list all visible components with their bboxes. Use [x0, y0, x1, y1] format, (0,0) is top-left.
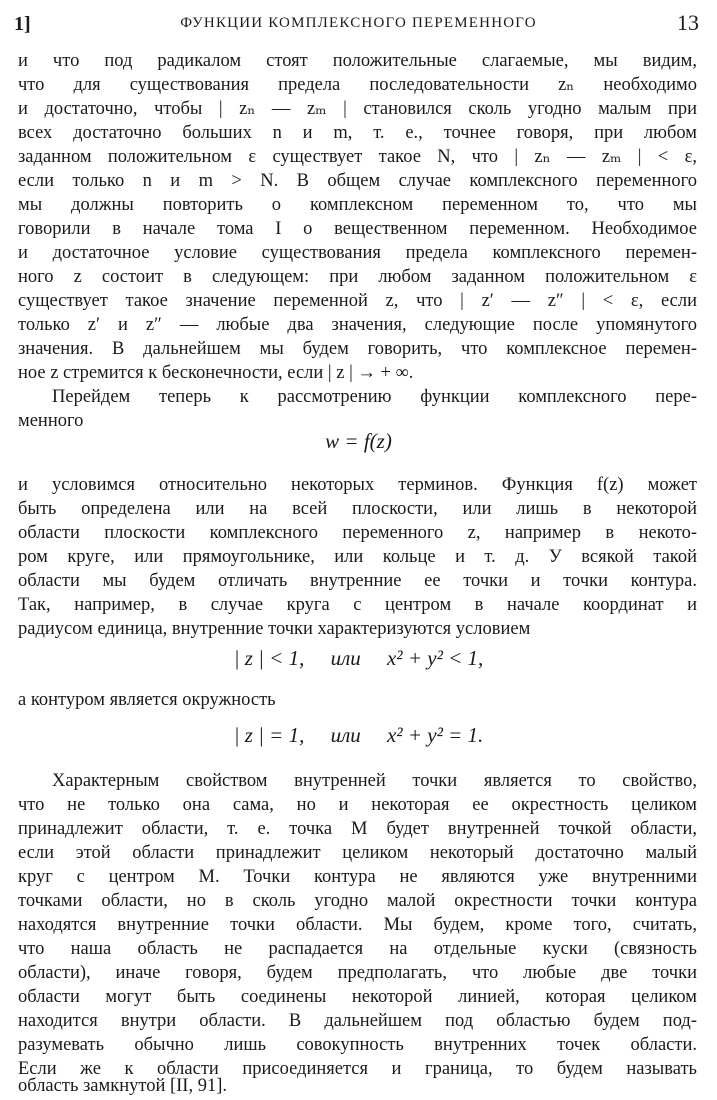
- text-line: всех достаточно больших n и m, т. е., точнее говоря, при любом: [18, 123, 697, 143]
- text-line: менного: [18, 411, 84, 431]
- text-line: Если же к области присоединяется и граница, то будем называть: [18, 1059, 697, 1079]
- text-line: что для существования предела последовательности zₙ необходимо: [18, 75, 697, 95]
- text-line: точками области, но в сколь угодно малой окрестности точки контура: [18, 891, 697, 911]
- text-line: область замкнутой [II, 91].: [18, 1076, 228, 1096]
- text-line: говорили в начале тома I о вещественном переменном. Необходимое: [18, 219, 697, 239]
- text-line: разумевать обычно лишь совокупность внутренних точек области.: [18, 1035, 697, 1055]
- text-line: области могут быть соединены некоторой линией, которая целиком: [18, 987, 697, 1007]
- section-number: 1]: [14, 13, 31, 35]
- text-line: находятся внутренние точки области. Мы будем, кроме того, считать,: [18, 915, 697, 935]
- text-line: Характерным свойством внутренней точки является то свойство,: [52, 771, 697, 791]
- formula-w-equals-f-z: w = f(z): [325, 429, 392, 453]
- text-line: значения. В дальнейшем мы будем говорить, что комплексное перемен-: [18, 339, 697, 359]
- text-line: области мы будем отличать внутренние ее точки и точки контура.: [18, 571, 697, 591]
- page-number: 13: [677, 10, 699, 35]
- text-line: что наша область не распадается на отдельные куски (связность: [18, 939, 697, 959]
- text-line: и достаточно, чтобы | zₙ — zₘ | становился сколь угодно малым при: [18, 99, 697, 119]
- text-line: Перейдем теперь к рассмотрению функции комплексного пере-: [52, 387, 697, 407]
- text-line: если только n и m > N. В общем случае комплексного переменного: [18, 171, 697, 191]
- text-line: и что под радикалом стоят положительные слагаемые, мы видим,: [18, 51, 697, 71]
- text-line: области плоскости комплексного переменного z, например в некото-: [18, 523, 697, 543]
- text-line: а контуром является окружность: [18, 690, 276, 710]
- text-line: принадлежит области, т. е. точка M будет внутренней точкой области,: [18, 819, 697, 839]
- running-title: ФУНКЦИИ КОМПЛЕКСНОГО ПЕРЕМЕННОГО: [180, 15, 537, 31]
- text-line: области), иначе говоря, будем предполагать, что любые две точки: [18, 963, 697, 983]
- text-line: мы должны повторить о комплексном переменном то, что мы: [18, 195, 697, 215]
- text-line: радиусом единица, внутренние точки характеризуются условием: [18, 619, 531, 639]
- text-line: и достаточное условие существования предела комплексного перемен-: [18, 243, 697, 263]
- text-line: ного z состоит в следующем: при любом заданном положительном ε: [18, 267, 697, 287]
- text-line: заданном положительном ε существует такое N, что | zₙ — zₘ | < ε,: [18, 147, 697, 167]
- text-line: и условимся относительно некоторых терминов. Функция f(z) может: [18, 475, 697, 495]
- text-line: что не только она сама, но и некоторая ее окрестность целиком: [18, 795, 697, 815]
- formula-interior-condition: | z | < 1, или x² + y² < 1,: [233, 646, 484, 670]
- text-line: круг с центром M. Точки контура не являются уже внутренними: [18, 867, 697, 887]
- text-line: ное z стремится к бесконечности, если | z | → + ∞.: [18, 363, 414, 383]
- running-header: [0, 0, 717, 40]
- text-line: находится внутри области. В дальнейшем под областью будем под-: [18, 1011, 697, 1031]
- text-line: если этой области принадлежит целиком некоторый достаточно малый: [18, 843, 697, 863]
- text-line: только z′ и z″ — любые два значения, следующие после упомянутого: [18, 315, 697, 335]
- formula-contour-condition: | z | = 1, или x² + y² = 1.: [233, 723, 484, 747]
- text-line: существует такое значение переменной z, что | z′ — z″ | < ε, если: [18, 291, 697, 311]
- text-line: быть определена или на всей плоскости, или лишь в некоторой: [18, 499, 697, 519]
- text-line: Так, например, в случае круга с центром в начале координат и: [18, 595, 697, 615]
- text-line: ром круге, или прямоугольнике, или кольце и т. д. У всякой такой: [18, 547, 697, 567]
